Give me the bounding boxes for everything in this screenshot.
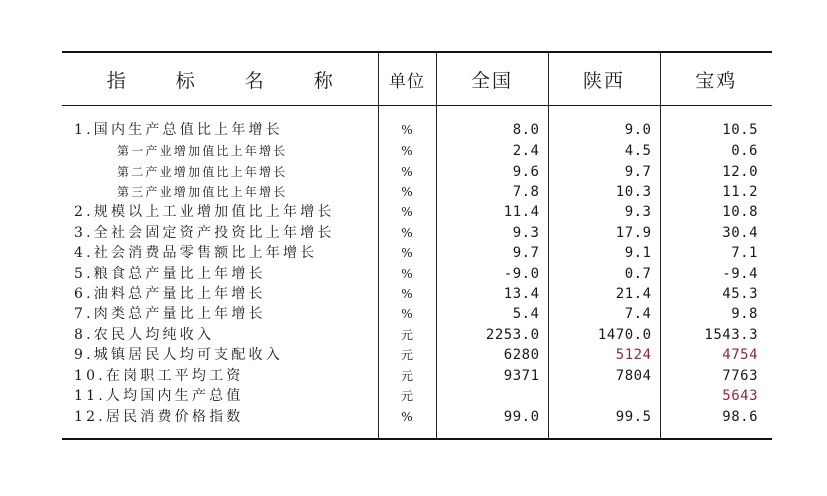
indicator-unit: % [378,203,436,223]
shaanxi-value: 9.7 [548,162,660,182]
indicator-name: 第三产业增加值比上年增长 [117,184,288,199]
table-body [62,106,772,440]
baoji-value: -9.4 [660,264,772,284]
indicator-name: 12.居民消费价格指数 [74,408,244,425]
indicator-name: 10.在岗职工平均工资 [74,367,244,384]
table-row [62,182,772,202]
table-row [62,162,772,182]
table-row [62,366,772,386]
indicator-name: 6.油料总产量比上年增长 [74,286,266,303]
header-baoji: 宝鸡 [660,52,772,106]
indicator-name: 7.肉类总产量比上年增长 [74,306,266,323]
national-value: 9.3 [436,223,548,243]
shaanxi-value: 10.3 [548,182,660,202]
baoji-value: 0.6 [660,141,772,161]
indicator-unit: % [378,162,436,182]
shaanxi-value: 0.7 [548,264,660,284]
table-row [62,244,772,264]
baoji-value: 10.8 [660,203,772,223]
national-value: 2253.0 [436,325,548,345]
shaanxi-value: 9.0 [548,106,660,142]
baoji-value: 11.2 [660,182,772,202]
baoji-value: 12.0 [660,162,772,182]
national-value: 8.0 [436,106,548,142]
indicator-name: 第二产业增加值比上年增长 [117,164,288,179]
indicator-unit: 元 [378,325,436,345]
header-national: 全国 [436,52,548,106]
indicator-unit: % [378,407,436,439]
indicator-unit: 元 [378,386,436,406]
indicator-unit: 元 [378,346,436,366]
table-header [62,52,772,106]
indicator-unit: % [378,264,436,284]
indicator-unit: % [378,141,436,161]
table-row [62,203,772,223]
table-row [62,346,772,366]
indicator-unit: % [378,182,436,202]
baoji-value: 98.6 [660,407,772,439]
header-row [62,52,772,106]
table-row [62,407,772,439]
indicator-unit: % [378,305,436,325]
shaanxi-value: 1470.0 [548,325,660,345]
table-row [62,106,772,142]
baoji-value: 4754 [660,346,772,366]
indicator-unit: % [378,223,436,243]
baoji-value: 9.8 [660,305,772,325]
indicator-name: 1.国内生产总值比上年增长 [74,122,283,139]
header-unit: 单位 [378,52,436,106]
national-value: 99.0 [436,407,548,439]
baoji-value: 30.4 [660,223,772,243]
national-value: 9.6 [436,162,548,182]
shaanxi-value: 17.9 [548,223,660,243]
baoji-value: 7763 [660,366,772,386]
shaanxi-value: 21.4 [548,284,660,304]
shaanxi-value: 7804 [548,366,660,386]
national-value: 5.4 [436,305,548,325]
baoji-value: 7.1 [660,244,772,264]
shaanxi-value: 4.5 [548,141,660,161]
indicator-name: 9.城镇居民人均可支配收入 [74,347,283,364]
shaanxi-value: 5124 [548,346,660,366]
baoji-value: 45.3 [660,284,772,304]
indicator-unit: % [378,244,436,264]
indicator-name: 第一产业增加值比上年增长 [117,144,288,159]
national-value: 7.8 [436,182,548,202]
statistics-table [62,51,772,440]
national-value: 2.4 [436,141,548,161]
national-value: 9.7 [436,244,548,264]
national-value: -9.0 [436,264,548,284]
table-row [62,284,772,304]
table-row [62,264,772,284]
national-value: 9371 [436,366,548,386]
table-row [62,305,772,325]
table-row [62,325,772,345]
shaanxi-value: 99.5 [548,407,660,439]
national-value: 11.4 [436,203,548,223]
indicator-name: 3.全社会固定资产投资比上年增长 [74,224,335,241]
baoji-value: 5643 [660,386,772,406]
national-value: 6280 [436,346,548,366]
table-row [62,141,772,161]
indicator-unit: % [378,284,436,304]
indicator-name: 4.社会消费品零售额比上年增长 [74,245,318,262]
shaanxi-value: 7.4 [548,305,660,325]
indicator-unit: 元 [378,366,436,386]
table-row [62,386,772,406]
indicator-unit: % [378,106,436,142]
indicator-name: 2.规模以上工业增加值比上年增长 [74,204,335,221]
baoji-value: 10.5 [660,106,772,142]
table-row [62,223,772,243]
header-shaanxi: 陕西 [548,52,660,106]
shaanxi-value: 9.1 [548,244,660,264]
indicator-name: 11.人均国内生产总值 [74,388,244,405]
indicator-name: 8.农民人均纯收入 [74,326,215,343]
national-value [436,386,548,406]
indicator-name: 5.粮食总产量比上年增长 [74,265,266,282]
baoji-value: 1543.3 [660,325,772,345]
national-value: 13.4 [436,284,548,304]
shaanxi-value [548,386,660,406]
header-indicator-name: 指 标 名 称 [62,52,378,106]
shaanxi-value: 9.3 [548,203,660,223]
